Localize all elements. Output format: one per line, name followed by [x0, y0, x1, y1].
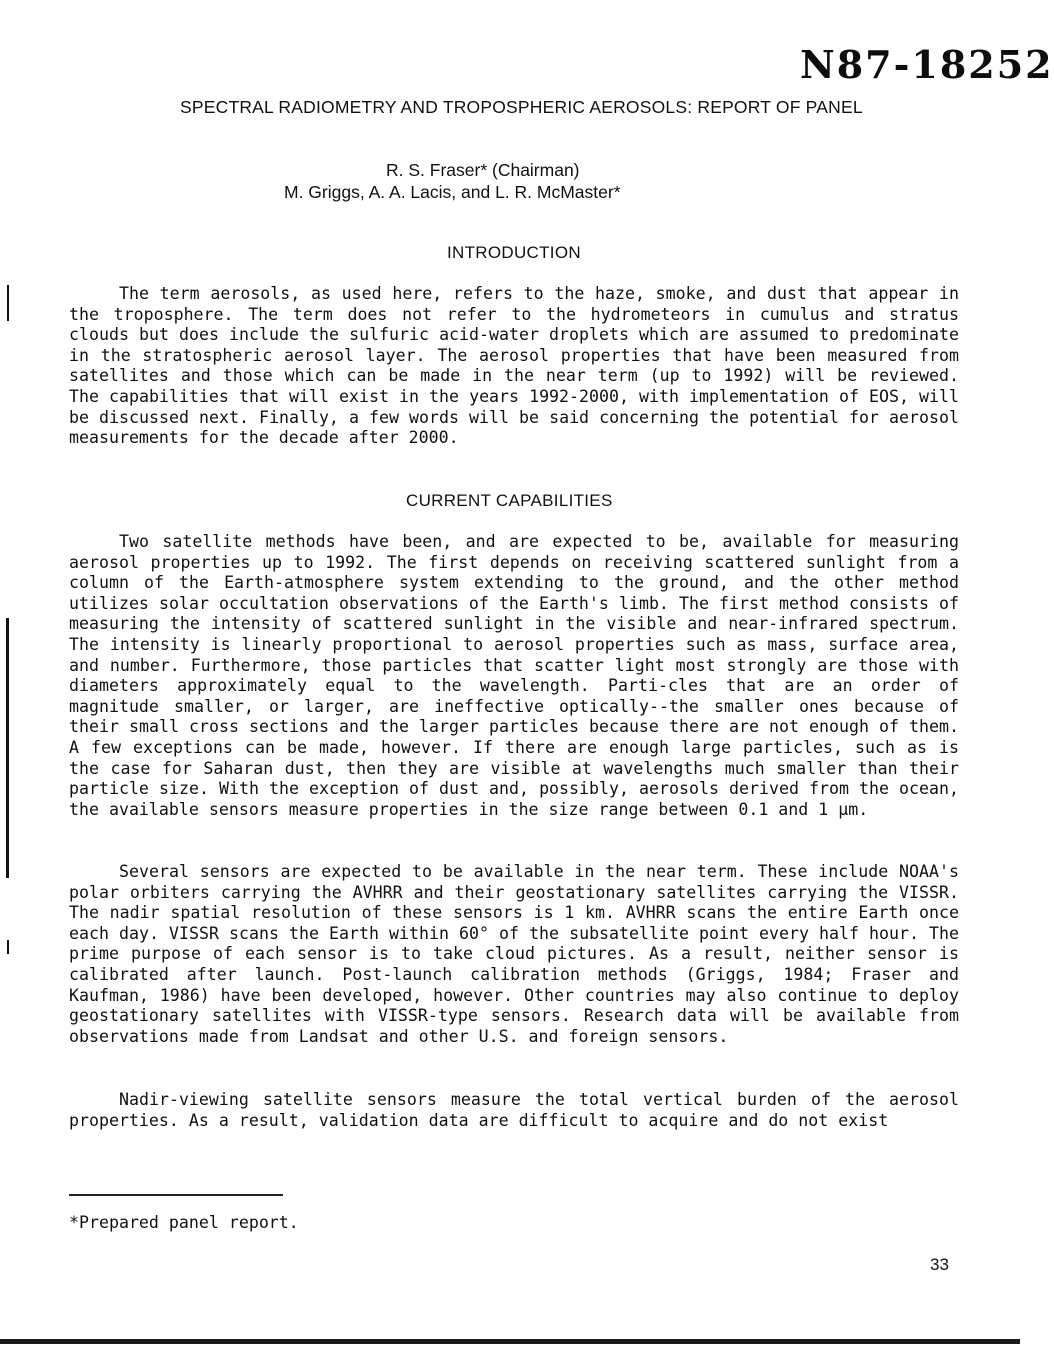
paragraph: Nadir-viewing satellite sensors measure the total vertical burden of the aerosol properties. As a result, validation data are difficult to acquire and do not exist — [69, 1090, 959, 1130]
page-title: SPECTRAL RADIOMETRY AND TROPOSPHERIC AEROSOLS: REPORT OF PANEL — [180, 97, 863, 117]
footnote: *Prepared panel report. — [69, 1213, 299, 1232]
author-line-members: M. Griggs, A. A. Lacis, and L. R. McMaster* — [284, 182, 621, 202]
margin-change-bar — [7, 285, 9, 321]
scan-edge-rule — [0, 1339, 1020, 1344]
paragraph: Two satellite methods have been, and are expected to be, available for measuring aerosol properties up to 1992. The first depends on receiving scattered sunlight from a column of the Earth-atmosphere system extending to the ground, and the other method utilizes solar occultation observations of the Earth's limb. The first method consists of measuring the intensity of scattered sunlight in the visible and near-infrared spectrum. The intensity is linearly proportional to aerosol properties such as mass, surface area, and number. Furthermore, those particles that scatter light most strongly are those with diameters approximately equal to the wavelength. Parti-cles that are an order of magnitude smaller, or larger, are ineffective optically--the smaller ones because of their small cross sections and the larger particles because there are not enough of them. A few exceptions can be made, however. If there are enough large particles, such as is the case for Saharan dust, then they are visible at wavelengths much smaller than their particle size. With the exception of dust and, possibly, aerosols derived from the ocean, the available sensors measure properties in the size range between 0.1 and 1 µm. — [69, 532, 959, 819]
page-number: 33 — [930, 1255, 949, 1274]
footnote-divider — [69, 1194, 283, 1196]
margin-change-bar — [7, 940, 9, 954]
section-heading-current-capabilities: CURRENT CAPABILITIES — [406, 491, 613, 510]
paragraph: The term aerosols, as used here, refers to the haze, smoke, and dust that appear in the troposphere. The term does not refer to the hydrometeors in cumulus and stratus clouds but does include the sulfuric acid-water droplets which are assumed to predominate in the stratospheric aerosol layer. The aerosol properties that have been measured from satellites and those which can be made in the near term (up to 1992) will be reviewed. The capabilities that will exist in the years 1992-2000, with implementation of EOS, will be discussed next. Finally, a few words will be said concerning the potential for aerosol measurements for the decade after 2000. — [69, 284, 959, 448]
paragraph: Several sensors are expected to be available in the near term. These include NOAA's polar orbiters carrying the AVHRR and their geostationary satellites carrying the VISSR. The nadir spatial resolution of these sensors is 1 km. AVHRR scans the entire Earth once each day. VISSR scans the Earth within 60° of the subsatellite point every half hour. The prime purpose of each sensor is to take cloud pictures. As a result, neither sensor is calibrated after launch. Post-launch calibration methods (Griggs, 1984; Fraser and Kaufman, 1986) have been developed, however. Other countries may also continue to deploy geostationary satellites with VISSR-type sensors. Research data will be available from observations made from Landsat and other U.S. and foreign sensors. — [69, 862, 959, 1046]
section-heading-introduction: INTRODUCTION — [447, 243, 581, 262]
margin-change-bar — [6, 618, 9, 878]
author-line-chair: R. S. Fraser* (Chairman) — [386, 160, 580, 180]
accession-number: N87-18252 — [800, 42, 1054, 87]
